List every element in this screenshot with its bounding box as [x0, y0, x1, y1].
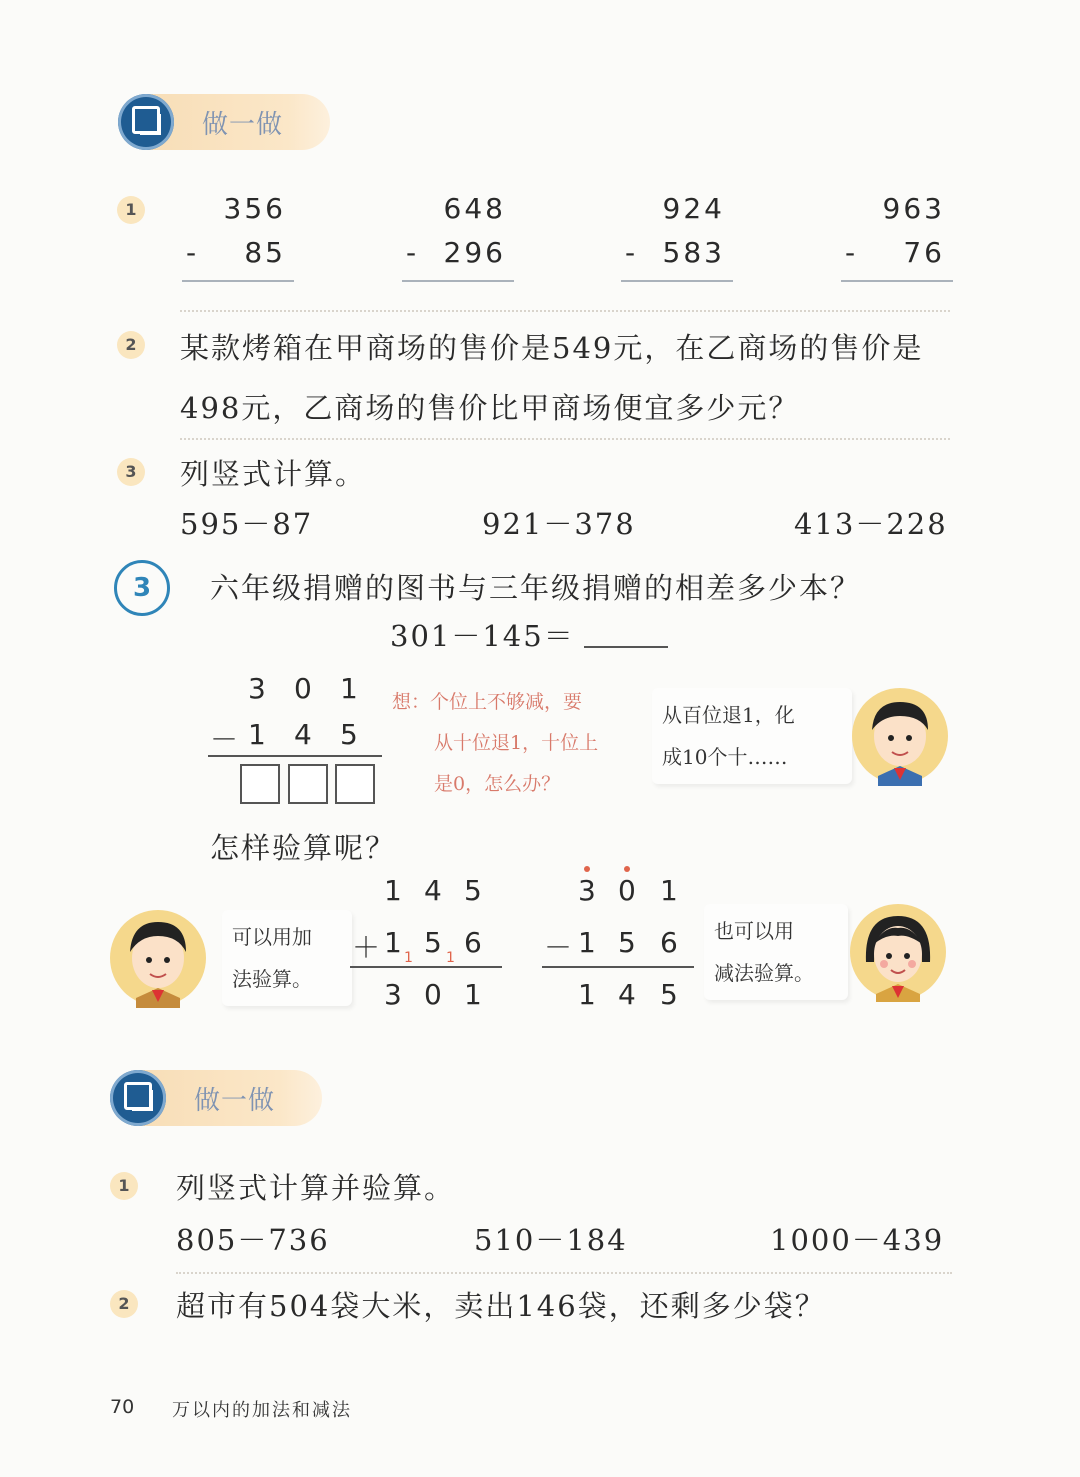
minus-sign: － — [544, 931, 573, 964]
expression: 805－736 — [176, 1223, 330, 1257]
divider — [176, 1272, 952, 1274]
answer-box[interactable] — [288, 764, 328, 804]
divider — [180, 438, 950, 440]
sum-rule — [350, 966, 502, 968]
speech-line: 也可以用 — [714, 919, 794, 943]
speech-bubble — [652, 688, 852, 784]
sum-rule — [208, 755, 382, 757]
question-number: 3 — [117, 458, 145, 486]
girl-avatar-icon — [848, 902, 948, 1002]
digit: 5 — [464, 874, 482, 907]
digit: 3 — [248, 672, 266, 705]
digit: 1 — [340, 672, 358, 705]
borrow-dot — [624, 866, 630, 872]
expression: 510－184 — [474, 1223, 628, 1257]
boy-avatar-icon — [108, 908, 208, 1008]
hint-line: 从十位退1，十位上 — [434, 732, 599, 754]
speech-bubble — [704, 904, 848, 1000]
speech-bubble — [222, 910, 352, 1006]
instruction: 列竖式计算。 — [180, 457, 367, 491]
digit: 1 — [384, 874, 402, 907]
speech-line: 成10个十…… — [662, 745, 788, 769]
speech-line: 减法验算。 — [714, 961, 814, 985]
banner-title: 做一做 — [194, 1086, 276, 1116]
digit: 0 — [618, 874, 636, 907]
carry-mark: 1 — [404, 950, 413, 966]
digit: 5 — [340, 718, 358, 751]
digit: 3 — [384, 978, 402, 1011]
digit: 1 — [464, 978, 482, 1011]
exercise-icon — [118, 94, 174, 150]
divider — [180, 310, 950, 312]
expression: 413－228 — [794, 507, 948, 541]
expression: 1000－439 — [770, 1223, 945, 1257]
answer-box[interactable] — [335, 764, 375, 804]
question-number: 1 — [110, 1172, 138, 1200]
chapter-title: 万以内的加法和减法 — [172, 1400, 352, 1421]
digit: 3 — [578, 874, 596, 907]
question-number: 2 — [117, 331, 145, 359]
example-number-label: 3 — [132, 573, 152, 603]
exercise-icon — [110, 1070, 166, 1126]
example-question: 六年级捐赠的图书与三年级捐赠的相差多少本？ — [210, 571, 862, 605]
digit: 1 — [660, 874, 678, 907]
page-number: 70 — [110, 1396, 135, 1418]
difference-rule — [542, 966, 694, 968]
hint-line: 是0，怎么办？ — [434, 773, 561, 795]
digit: 5 — [424, 926, 442, 959]
vertical-subtraction: 356 - 85 — [182, 192, 294, 272]
word-problem-line: 超市有504袋大米，卖出146袋，还剩多少袋？ — [176, 1289, 826, 1323]
digit: 6 — [660, 926, 678, 959]
digit: 4 — [618, 978, 636, 1011]
digit: 1 — [578, 926, 596, 959]
speech-line: 法验算。 — [232, 967, 312, 991]
verify-question: 怎样验算呢？ — [210, 831, 397, 865]
vertical-subtraction: 924 - 583 — [621, 192, 733, 272]
boy-avatar-icon — [850, 686, 950, 786]
answer-blank[interactable] — [584, 646, 668, 648]
vertical-subtraction: 963 - 76 — [841, 192, 953, 272]
digit: 1 — [384, 926, 402, 959]
digit: 4 — [424, 874, 442, 907]
expression: 921－378 — [482, 507, 636, 541]
answer-box[interactable] — [240, 764, 280, 804]
digit: 6 — [464, 926, 482, 959]
hint-line: 想：个位上不够减，要 — [392, 691, 583, 713]
banner-title: 做一做 — [202, 110, 284, 140]
example-equation: 301－145＝ — [390, 619, 575, 653]
plus-sign: ＋ — [352, 931, 381, 964]
speech-line: 从百位退1，化 — [662, 703, 795, 727]
digit: 5 — [660, 978, 678, 1011]
vertical-subtraction: 648 - 296 — [402, 192, 514, 272]
instruction: 列竖式计算并验算。 — [176, 1171, 456, 1205]
expression: 595－87 — [180, 507, 314, 541]
word-problem-line: 某款烤箱在甲商场的售价是549元，在乙商场的售价是 — [180, 331, 924, 365]
question-number: 1 — [117, 196, 145, 224]
example-number — [114, 560, 170, 616]
borrow-dot — [584, 866, 590, 872]
question-number: 2 — [110, 1290, 138, 1318]
minus-sign: － — [210, 723, 239, 756]
digit: 5 — [618, 926, 636, 959]
digit: 0 — [294, 672, 312, 705]
carry-mark: 1 — [446, 950, 455, 966]
digit: 0 — [424, 978, 442, 1011]
thinking-hint — [392, 682, 598, 805]
speech-line: 可以用加 — [232, 925, 312, 949]
digit: 4 — [294, 718, 312, 751]
digit: 1 — [578, 978, 596, 1011]
digit: 1 — [248, 718, 266, 751]
word-problem-line: 498元，乙商场的售价比甲商场便宜多少元？ — [180, 391, 800, 425]
